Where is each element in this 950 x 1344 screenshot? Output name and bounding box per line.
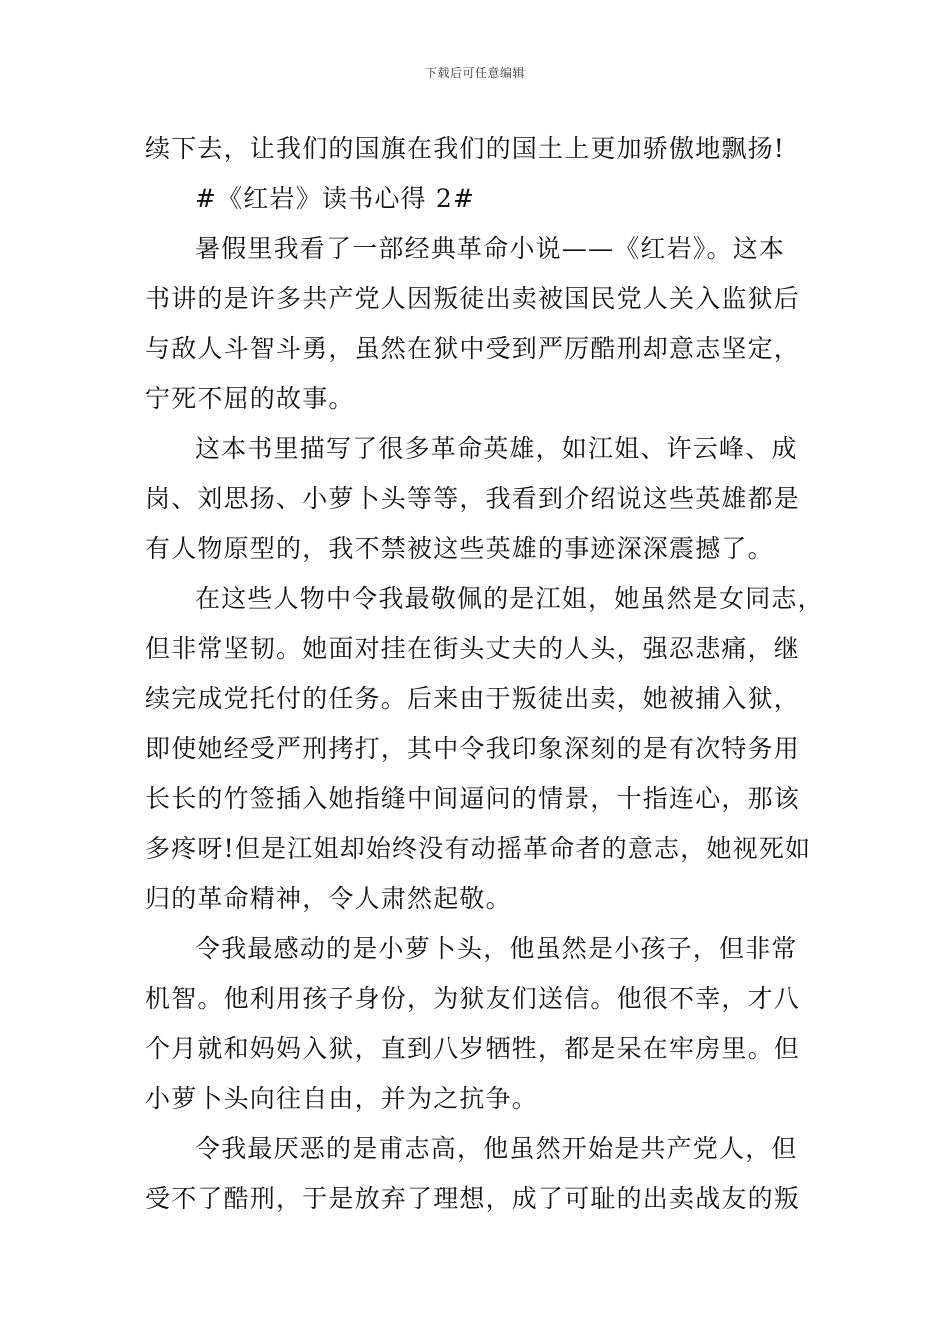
text-line: 这本书里描写了很多革命英雄，如江姐、许云峰、成 [195,434,798,463]
text-line: 令我最厌恶的是甫志高，他虽然开始是共产党人，但 [195,1134,798,1163]
text-line: 有人物原型的，我不禁被这些英雄的事迹深深震撼了。 [145,534,774,563]
text-line: 与敌人斗智斗勇，虽然在狱中受到严厉酷刑却意志坚定， [145,334,801,363]
text-line: 续完成党托付的任务。后来由于叛徒出卖，她被捕入狱， [145,684,801,713]
text-line: 书讲的是许多共产党人因叛徒出卖被国民党人关入监狱后 [145,284,801,313]
text-line: 受不了酷刑，于是放弃了理想，成了可耻的出卖战友的叛 [145,1184,801,1213]
text-line: 个月就和妈妈入狱，直到八岁牺牲，都是呆在牢房里。但 [145,1034,801,1063]
text-line: 令我最感动的是小萝卜头，他虽然是小孩子，但非常 [195,934,798,963]
text-line: 小萝卜头向往自由，并为之抗争。 [145,1084,539,1113]
text-line: 长长的竹签插入她指缝中间逼问的情景，十指连心，那该 [145,784,801,813]
text-line: 岗、刘思扬、小萝卜头等等，我看到介绍说这些英雄都是 [145,484,801,513]
page-header: 下载后可任意编辑 [424,66,525,80]
text-line: 续下去，让我们的国旗在我们的国土上更加骄傲地飘扬! [145,134,786,163]
text-line: 多疼呀!但是江姐却始终没有动摇革命者的意志，她视死如 [145,834,812,863]
section-heading: #《红岩》读书心得 2# [195,184,476,213]
text-line: 暑假里我看了一部经典革命小说——《红岩》。这本 [195,234,786,263]
text-line: 但非常坚韧。她面对挂在街头丈夫的人头，强忍悲痛，继 [145,634,801,663]
text-line: 归的革命精神，令人肃然起敬。 [145,884,512,913]
text-line: 宁死不屈的故事。 [145,384,355,413]
text-line: 即使她经受严刑拷打，其中令我印象深刻的是有次特务用 [145,734,801,763]
text-line: 在这些人物中令我最敬佩的是江姐，她虽然是女同志， [195,584,824,613]
body-text [145,124,824,1224]
text-line: 机智。他利用孩子身份，为狱友们送信。他很不幸，才八 [145,984,801,1013]
